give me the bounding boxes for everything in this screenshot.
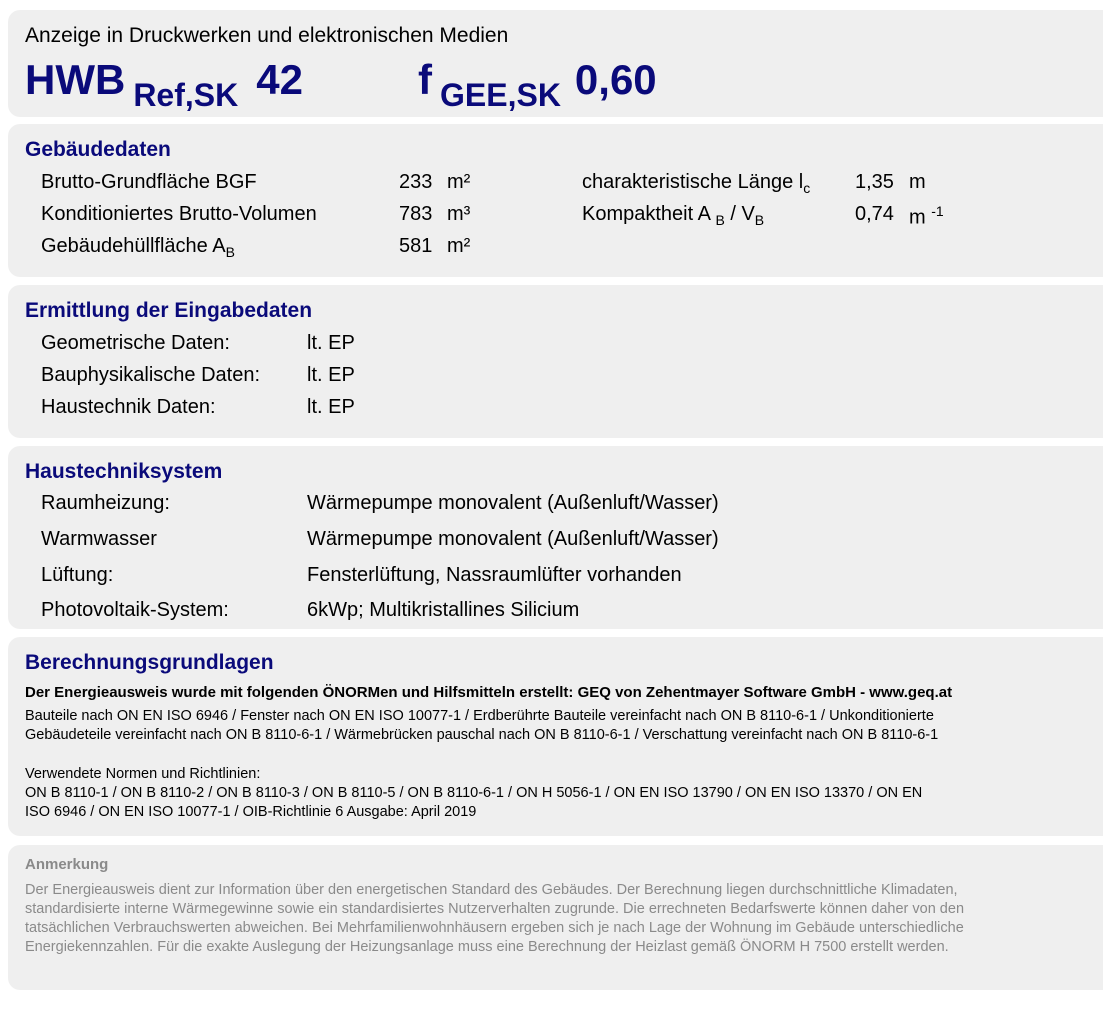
hwb-indicator <box>25 56 303 113</box>
bauphysikalische-label: Bauphysikalische Daten: <box>41 364 261 386</box>
hwb-subscript: Ref,SK <box>133 77 239 113</box>
char-laenge-value: 1,35 <box>855 171 894 193</box>
berechnung-line-2: Gebäudeteile vereinfacht nach ON B 8110-6-1 / Wärmebrücken pauschal nach ON B 8110-6-1 / Verschattung vereinfacht nach ON B 8110-6-1 <box>25 727 939 743</box>
bauphysikalische-value: lt. EP <box>307 364 355 386</box>
anmerkung-line-1: Der Energieausweis dient zur Information über den energetischen Standard des Gebäudes. Der Berechnung liegen durchschnittliche Klimadaten, <box>25 882 958 898</box>
normen-line-1: ON B 8110-1 / ON B 8110-2 / ON B 8110-3 / ON B 8110-5 / ON B 8110-6-1 / ON H 5056-1 / ON EN ISO 13790 / ON EN ISO 13370 / ON EN <box>25 785 923 801</box>
fgee-indicator <box>418 56 657 113</box>
anmerkung-line-3: tatsächlichen Verbrauchswerten abweichen. Bei Mehrfamilienwohnhäusern ergeben sich je nach Lage der Wohnung im Gebäude unterschiedliche <box>25 920 964 936</box>
haustechnik-daten-label: Haustechnik Daten: <box>41 396 216 418</box>
kompaktheit-value: 0,74 <box>855 203 894 225</box>
ermittlung-title: Ermittlung der Eingabedaten <box>25 299 313 322</box>
fgee-label: f <box>418 56 432 103</box>
volumen-label: Konditioniertes Brutto-Volumen <box>41 203 317 225</box>
berechnung-bold-line: Der Energieausweis wurde mit folgenden ÖNORMen und Hilfsmitteln erstellt: GEQ von Zehentmayer Software GmbH - www.geq.at <box>25 684 953 701</box>
raumheizung-label: Raumheizung: <box>41 492 170 514</box>
kompaktheit-label: Kompaktheit A $_B / V_B$ <box>582 203 765 228</box>
haustechnik-title: Haustechniksystem <box>25 460 223 483</box>
bgf-label: Brutto-Grundfläche BGF <box>41 171 257 193</box>
fgee-subscript: GEE,SK <box>440 77 561 113</box>
char-laenge-label: charakteristische Länge $l_c$ <box>582 171 811 196</box>
warmwasser-value: Wärmepumpe monovalent (Außenluft/Wasser) <box>307 528 719 550</box>
geometrische-label: Geometrische Daten: <box>41 332 230 354</box>
normen-line-2: ISO 6946 / ON EN ISO 10077-1 / OIB-Richtlinie 6 Ausgabe: April 2019 <box>25 804 477 820</box>
hwb-value: 42 <box>256 56 303 103</box>
photovoltaik-value: 6kWp; Multikristallines Silicium <box>307 599 580 621</box>
char-laenge-unit: m <box>909 171 926 193</box>
volumen-value: 783 <box>399 203 433 225</box>
kompaktheit-unit: m $^{-1}$ <box>909 203 944 229</box>
huellflaeche-label: Gebäudehüllfläche $A_B$ <box>41 235 235 260</box>
berechnung-title: Berechnungsgrundlagen <box>25 651 274 674</box>
lueftung-label: Lüftung: <box>41 564 114 586</box>
normen-title: Verwendete Normen und Richtlinien: <box>25 766 261 782</box>
anmerkung-line-4: Energiekennzahlen. Für die exakte Auslegung der Heizungsanlage muss eine Berechnung der Heizlast gemäß ÖNORM H 7500 erstellt werden. <box>25 939 949 955</box>
berechnung-line-1: Bauteile nach ON EN ISO 6946 / Fenster nach ON EN ISO 10077-1 / Erdberührte Bauteile vereinfacht nach ON B 8110-6-1 / Unkonditionierte <box>25 708 934 724</box>
raumheizung-value: Wärmepumpe monovalent (Außenluft/Wasser) <box>307 492 719 514</box>
anmerkung-line-2: standardisierte interne Wärmegewinne sowie ein standardisiertes Nutzerverhalten zugrunde. Die errechneten Bedarfswerte können daher von den <box>25 901 965 917</box>
huellflaeche-unit: m² <box>447 235 471 257</box>
geometrische-value: lt. EP <box>307 332 355 354</box>
fgee-value: 0,60 <box>574 56 657 103</box>
gebaeudedaten-title: Gebäudedaten <box>25 138 171 161</box>
hwb-label: HWB <box>25 56 126 103</box>
bgf-unit: m² <box>447 171 471 193</box>
photovoltaik-label: Photovoltaik-System: <box>41 599 229 621</box>
huellflaeche-value: 581 <box>399 235 433 257</box>
volumen-unit: m³ <box>447 203 471 225</box>
header-subtitle: Anzeige in Druckwerken und elektronischen Medien <box>25 24 509 47</box>
warmwasser-label: Warmwasser <box>41 528 157 550</box>
anmerkung-title: Anmerkung <box>25 856 109 873</box>
lueftung-value: Fensterlüftung, Nassraumlüfter vorhanden <box>307 564 682 586</box>
haustechnik-daten-value: lt. EP <box>307 396 355 418</box>
bgf-value: 233 <box>399 171 433 193</box>
